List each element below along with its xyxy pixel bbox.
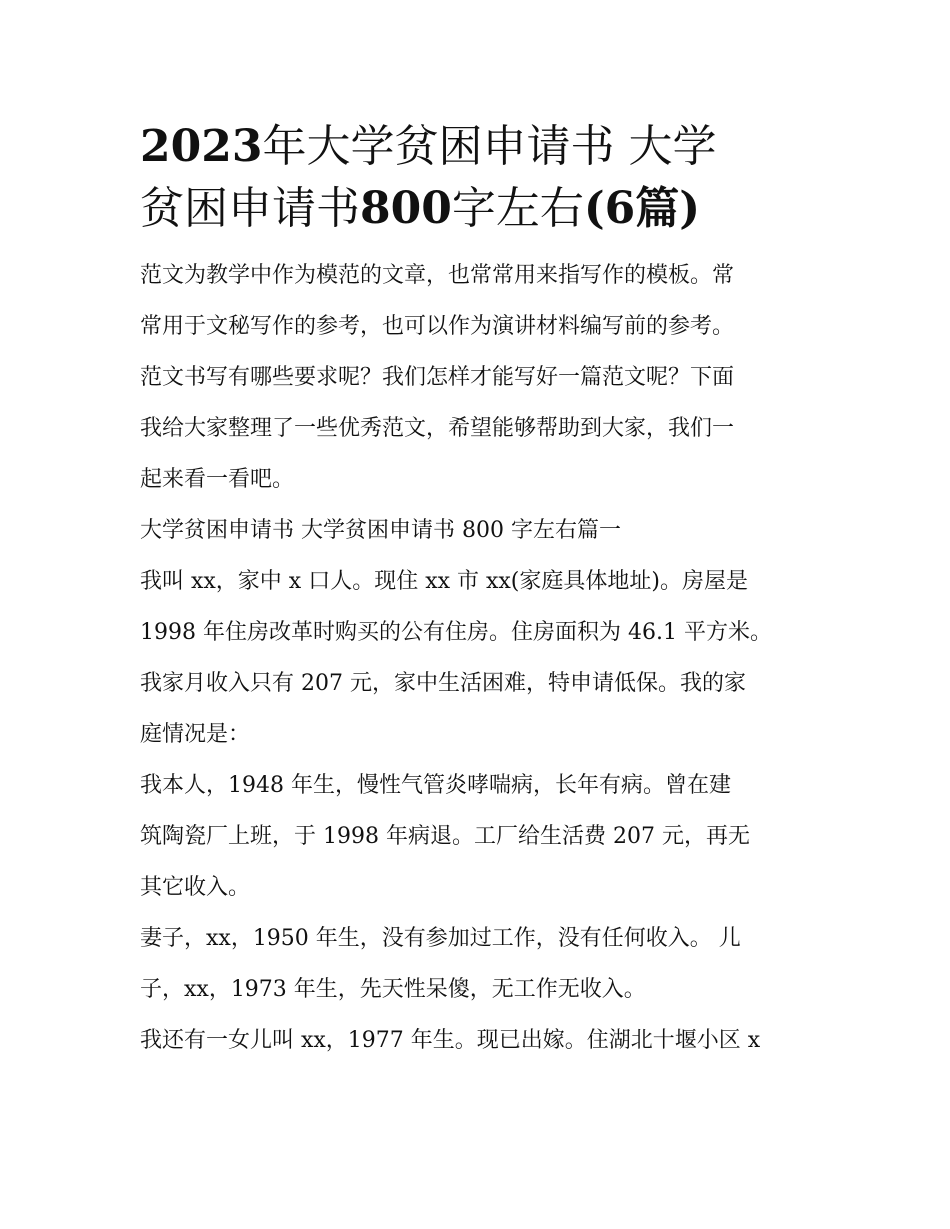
text-line: 范文为教学中作为模范的文章，也常常用来指写作的模板。常: [140, 263, 735, 288]
text-line: 1998 年住房改革时购买的公有住房。住房面积为 46.1 平方米。: [140, 620, 772, 645]
body-paragraph: [140, 760, 812, 913]
text-line: 筑陶瓷厂上班，于 1998 年病退。工厂给生活费 207 元，再无: [140, 824, 750, 849]
title-number: 800: [360, 183, 452, 234]
text-line: 我给大家整理了一些优秀范文，希望能够帮助到大家，我们一: [140, 416, 735, 441]
document-title: [140, 116, 812, 240]
text-line: 范文书写有哪些要求呢？我们怎样才能写好一篇范文呢？下面: [140, 365, 735, 390]
title-text: 贫困申请书: [140, 183, 360, 234]
title-line-1: [140, 116, 812, 178]
text-line: 起来看一看吧。: [140, 467, 295, 492]
body-paragraph: [140, 556, 812, 760]
body-paragraph: [140, 1015, 812, 1066]
title-text: 年大学贫困申请书 大学: [262, 121, 717, 172]
text-line: 大学贫困申请书 大学贫困申请书 800 字左右篇一: [140, 518, 621, 543]
title-suffix: 篇): [635, 183, 701, 234]
title-year: 2023: [140, 121, 263, 172]
title-line-2: [140, 178, 812, 240]
title-text: 字左右: [451, 183, 584, 234]
text-line: 妻子，xx，1950 年生，没有参加过工作，没有任何收入。 儿: [140, 926, 741, 951]
text-line: 我还有一女儿叫 xx，1977 年生。现已出嫁。住湖北十堰小区 x: [140, 1028, 761, 1053]
intro-paragraph: [140, 250, 812, 505]
title-count: (6: [583, 183, 636, 234]
document-page: [140, 116, 812, 1066]
body-paragraph: [140, 913, 812, 1015]
section-heading: [140, 505, 812, 556]
text-line: 我本人，1948 年生，慢性气管炎哮喘病，长年有病。曾在建: [140, 773, 731, 798]
text-line: 其它收入。: [140, 875, 251, 900]
text-line: 我家月收入只有 207 元，家中生活困难，特申请低保。我的家: [140, 671, 746, 696]
text-line: 庭情况是：: [140, 722, 251, 747]
text-line: 常用于文秘写作的参考，也可以作为演讲材料编写前的参考。: [140, 314, 735, 339]
text-line: 子，xx，1973 年生，先天性呆傻，无工作无收入。: [140, 977, 646, 1002]
text-line: 我叫 xx，家中 x 口人。现住 xx 市 xx(家庭具体地址)。房屋是: [140, 569, 748, 594]
